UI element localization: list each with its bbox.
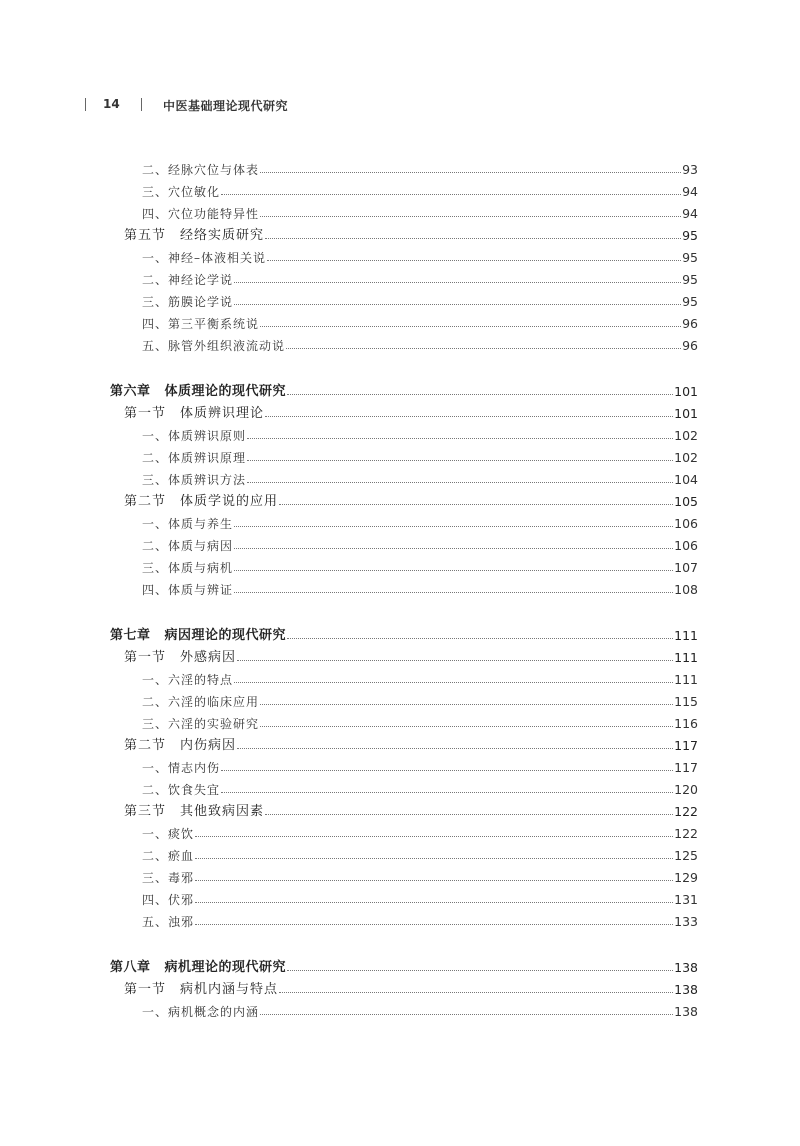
toc-chapter [0, 952, 800, 974]
toc-entry-title: 三、体质辨识方法 [142, 473, 247, 487]
dot-leader [260, 216, 681, 217]
toc-entry-label [142, 518, 233, 530]
toc-chapter [0, 376, 800, 398]
toc-entry-label [142, 452, 246, 464]
toc-item [0, 420, 800, 442]
toc-page-number: 106 [674, 515, 698, 531]
dot-leader [234, 682, 673, 683]
dot-leader [195, 902, 673, 903]
toc-entry-label [110, 629, 286, 642]
page-number: 14 [103, 97, 120, 111]
toc-entry-title: 二、体质与病因 [142, 539, 234, 553]
dot-leader [287, 394, 673, 395]
toc-entry-label [142, 674, 233, 686]
toc-entry-label [142, 252, 266, 264]
toc-entry-number: 第八章 [110, 960, 151, 975]
toc-entry-label [142, 562, 233, 574]
toc-page-number: 105 [674, 493, 698, 509]
dot-leader [221, 194, 681, 195]
dot-leader [221, 792, 673, 793]
toc-entry-label [124, 805, 264, 818]
toc-entry-title: 三、六淫的实验研究 [142, 717, 260, 731]
dot-leader [260, 326, 681, 327]
toc-entry-label [142, 718, 259, 730]
toc-entry-label [142, 430, 246, 442]
dot-leader [279, 992, 673, 993]
toc-page-number: 125 [674, 847, 698, 863]
toc-page-number: 115 [674, 693, 698, 709]
dot-leader [237, 748, 673, 749]
toc-entry-title: 五、脉管外组织液流动说 [142, 339, 286, 353]
dot-leader [247, 482, 673, 483]
toc-item [0, 862, 800, 884]
toc-entry-number: 第三节 [124, 804, 167, 819]
toc-page-number: 95 [682, 227, 698, 243]
toc-page-number: 138 [674, 981, 698, 997]
toc-page-number: 138 [674, 959, 698, 975]
toc-entry-number: 第六章 [110, 384, 151, 399]
toc-entry-label [124, 739, 236, 752]
toc-entry-title: 外感病因 [180, 650, 237, 665]
toc-entry-title: 四、体质与辨证 [142, 583, 234, 597]
toc-entry-title: 三、穴位敏化 [142, 185, 221, 199]
toc-item [0, 442, 800, 464]
toc-entry-title: 四、第三平衡系统说 [142, 317, 260, 331]
toc-entry-number: 第二节 [124, 494, 167, 509]
toc-page-number: 102 [674, 427, 698, 443]
toc-entry-title: 一、痰饮 [142, 827, 195, 841]
toc-entry-title: 病机内涵与特点 [180, 982, 279, 997]
toc-entry-label [142, 872, 194, 884]
dot-leader [265, 814, 673, 815]
dot-leader [260, 172, 681, 173]
toc-section [0, 730, 800, 752]
toc-page-number: 96 [682, 315, 698, 331]
dot-leader [286, 348, 681, 349]
toc-item [0, 664, 800, 686]
toc-chapter [0, 620, 800, 642]
toc-item [0, 308, 800, 330]
dot-leader [234, 526, 673, 527]
toc-entry-label [124, 983, 278, 996]
toc-entry-label [142, 762, 220, 774]
dot-leader [260, 704, 673, 705]
toc-entry-label [142, 340, 285, 352]
toc-page-number: 111 [674, 671, 698, 687]
toc-section [0, 220, 800, 242]
toc-entry-label [124, 407, 264, 420]
dot-leader [267, 260, 681, 261]
toc-entry-title: 五、浊邪 [142, 915, 195, 929]
running-header [0, 96, 800, 116]
toc-entry-title: 二、经脉穴位与体表 [142, 163, 260, 177]
toc-entry-title: 一、病机概念的内涵 [142, 1005, 260, 1019]
toc-page-number: 131 [674, 891, 698, 907]
toc-entry-title: 二、饮食失宜 [142, 783, 221, 797]
toc-page-number: 117 [674, 759, 698, 775]
toc-section [0, 974, 800, 996]
toc-section [0, 398, 800, 420]
toc-page-number: 120 [674, 781, 698, 797]
toc-page-number: 94 [682, 183, 698, 199]
toc-entry-title: 体质理论的现代研究 [164, 384, 287, 399]
toc-entry-number: 第七章 [110, 628, 151, 643]
toc-entry-label [110, 961, 286, 974]
toc-entry-label [142, 208, 259, 220]
toc-item [0, 708, 800, 730]
dot-leader [234, 282, 681, 283]
dot-leader [195, 858, 673, 859]
dot-leader [279, 504, 673, 505]
toc-item [0, 176, 800, 198]
dot-leader [221, 770, 673, 771]
toc-page-number: 116 [674, 715, 698, 731]
toc-entry-label [142, 828, 194, 840]
toc-entry-label [142, 894, 194, 906]
toc-page-number: 117 [674, 737, 698, 753]
dot-leader [237, 660, 673, 661]
toc-page-number: 111 [674, 627, 698, 643]
toc-entry-title: 二、六淫的临床应用 [142, 695, 260, 709]
dot-leader [195, 924, 673, 925]
toc-entry-label [142, 318, 259, 330]
toc-entry-title: 一、体质与养生 [142, 517, 234, 531]
toc-page-number: 94 [682, 205, 698, 221]
toc-entry-title: 内伤病因 [180, 738, 237, 753]
toc-item [0, 752, 800, 774]
toc-entry-label [124, 229, 264, 242]
toc-entry-label [142, 784, 220, 796]
dot-leader [195, 880, 673, 881]
toc-entry-title: 三、体质与病机 [142, 561, 234, 575]
toc-page-number: 93 [682, 161, 698, 177]
toc-page-number: 106 [674, 537, 698, 553]
toc-entry-label [142, 164, 259, 176]
dot-leader [247, 438, 673, 439]
toc-entry-number: 第二节 [124, 738, 167, 753]
toc-page-number: 108 [674, 581, 698, 597]
toc-item [0, 840, 800, 862]
toc-entry-label [142, 540, 233, 552]
toc-entry-label [142, 584, 233, 596]
toc-item [0, 906, 800, 928]
toc-entry-label [142, 186, 220, 198]
toc-entry-label [142, 850, 194, 862]
toc-entry-label [142, 916, 194, 928]
toc-page-number: 122 [674, 825, 698, 841]
toc-item [0, 154, 800, 176]
dot-leader [234, 548, 673, 549]
toc-page-number: 111 [674, 649, 698, 665]
dot-leader [265, 238, 681, 239]
toc-entry-title: 其他致病因素 [180, 804, 265, 819]
toc-page-number: 95 [682, 249, 698, 265]
dot-leader [234, 304, 681, 305]
dot-leader [234, 592, 673, 593]
toc-entry-label [142, 696, 259, 708]
toc-entry-title: 四、伏邪 [142, 893, 195, 907]
toc-entry-label [142, 274, 233, 286]
dot-leader [195, 836, 673, 837]
toc-item [0, 530, 800, 552]
toc-entry-title: 二、神经论学说 [142, 273, 234, 287]
toc-page-number: 138 [674, 1003, 698, 1019]
toc-entry-title: 四、穴位功能特异性 [142, 207, 260, 221]
toc-page-number: 95 [682, 271, 698, 287]
toc-entry-title: 一、六淫的特点 [142, 673, 234, 687]
book-title: 中医基础理论现代研究 [163, 99, 289, 113]
toc-item [0, 508, 800, 530]
toc-section [0, 796, 800, 818]
toc-item [0, 330, 800, 352]
toc-entry-number: 第一节 [124, 406, 167, 421]
toc-item [0, 884, 800, 906]
toc-item [0, 774, 800, 796]
toc-entry-label [142, 474, 246, 486]
toc-page-number: 96 [682, 337, 698, 353]
toc-entry-title: 体质辨识理论 [180, 406, 265, 421]
toc-entry-title: 病机理论的现代研究 [164, 960, 287, 975]
dot-leader [287, 970, 673, 971]
toc-entry-title: 病因理论的现代研究 [164, 628, 287, 643]
toc-item [0, 686, 800, 708]
toc-entry-label [124, 651, 236, 664]
toc-page-number: 122 [674, 803, 698, 819]
toc-item [0, 818, 800, 840]
toc-item [0, 574, 800, 596]
dot-leader [260, 726, 673, 727]
toc-page-number: 107 [674, 559, 698, 575]
toc-page-number: 129 [674, 869, 698, 885]
toc-page-number: 133 [674, 913, 698, 929]
toc-item [0, 996, 800, 1018]
header-divider [85, 98, 86, 111]
toc-entry-title: 一、情志内伤 [142, 761, 221, 775]
toc-entry-title: 三、筋膜论学说 [142, 295, 234, 309]
toc-entry-label [142, 296, 233, 308]
toc-entry-title: 一、体质辨识原则 [142, 429, 247, 443]
toc-page-number: 102 [674, 449, 698, 465]
toc-page-number: 101 [674, 383, 698, 399]
toc-entry-label [124, 495, 278, 508]
toc-page-number: 104 [674, 471, 698, 487]
toc-entry-title: 二、瘀血 [142, 849, 195, 863]
dot-leader [265, 416, 673, 417]
toc-entry-number: 第五节 [124, 228, 167, 243]
toc-item [0, 264, 800, 286]
toc-entry-label [110, 385, 286, 398]
toc-section [0, 486, 800, 508]
toc-entry-title: 体质学说的应用 [180, 494, 279, 509]
header-divider [141, 98, 142, 111]
toc-item [0, 552, 800, 574]
toc-entry-label [142, 1006, 259, 1018]
dot-leader [260, 1014, 673, 1015]
toc-entry-title: 经络实质研究 [180, 228, 265, 243]
toc-page-number: 101 [674, 405, 698, 421]
dot-leader [247, 460, 673, 461]
dot-leader [234, 570, 673, 571]
toc-item [0, 198, 800, 220]
toc-entry-title: 一、神经–体液相关说 [142, 251, 267, 265]
toc-entry-title: 三、毒邪 [142, 871, 195, 885]
toc-entry-number: 第一节 [124, 650, 167, 665]
toc-entry-number: 第一节 [124, 982, 167, 997]
toc-item [0, 464, 800, 486]
toc-item [0, 242, 800, 264]
toc-page-number: 95 [682, 293, 698, 309]
toc-item [0, 286, 800, 308]
dot-leader [287, 638, 673, 639]
toc-entry-title: 二、体质辨识原理 [142, 451, 247, 465]
toc-section [0, 642, 800, 664]
